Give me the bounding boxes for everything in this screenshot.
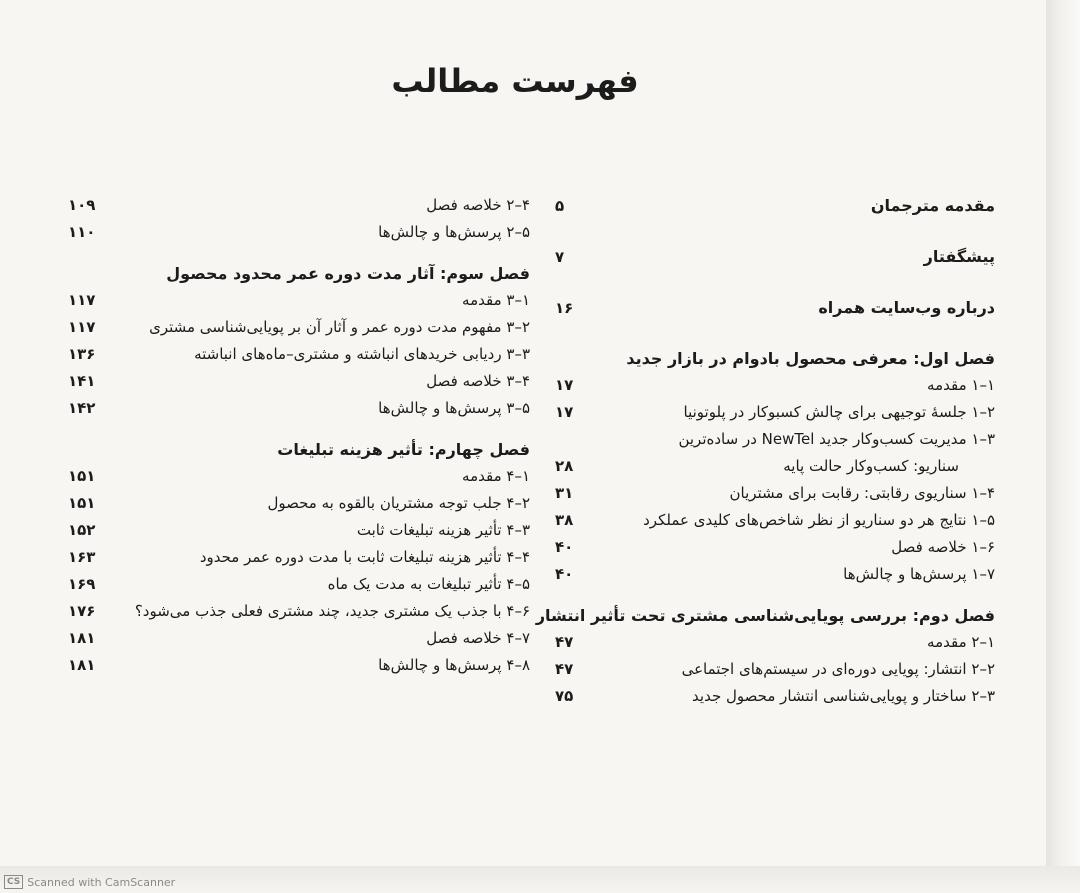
- toc-entry-title: ۸–۴ پرسش‌ها و چالش‌ها: [378, 656, 530, 674]
- toc-chapter-heading: [555, 247, 995, 274]
- toc-page-number: ۱۷۶: [68, 602, 96, 620]
- toc-page-number: ۱۱۷: [68, 318, 96, 336]
- toc-entry-title: ۵–۳ پرسش‌ها و چالش‌ها: [378, 399, 530, 417]
- toc-page-number: ۴۰: [555, 565, 574, 583]
- watermark-text: Scanned with CamScanner: [27, 875, 176, 889]
- toc-chapter-heading: [555, 349, 995, 376]
- camscanner-logo-icon: CS: [4, 875, 23, 889]
- toc-entry-title: ۲–۴ جلب توجه مشتریان بالقوه به محصول: [267, 494, 530, 512]
- toc-entry-title: ۳–۳ ردیابی خریدهای انباشته و مشتری–ماه‌های انباشته: [194, 345, 530, 363]
- toc-entry: [555, 511, 995, 538]
- toc-page-number: ۷۵: [555, 687, 574, 705]
- toc-page-number: ۲۸: [555, 457, 574, 475]
- toc-entry-title: ۲–۱ جلسهٔ توجیهی برای چالش کسبوکار در پلوتونیا: [683, 403, 995, 421]
- toc-entry-title: ۱–۳ مقدمه: [462, 291, 530, 309]
- toc-page-number: ۱۵۱: [68, 467, 96, 485]
- toc-page-number: ۴۰: [555, 538, 574, 556]
- spacer: [68, 426, 530, 440]
- toc-entry: [555, 565, 995, 592]
- toc-entry-title: ۱–۱ مقدمه: [927, 376, 995, 394]
- toc-entry-title: ۴–۲ خلاصه فصل: [426, 196, 530, 214]
- toc-entry-title: ۳–۴ تأثیر هزینه تبلیغات ثابت: [356, 521, 530, 539]
- toc-entry-title: ۴–۳ خلاصه فصل: [426, 372, 530, 390]
- toc-entry-title: فصل دوم: بررسی پویایی‌شناسی مشتری تحت تأثیر انتشار: [535, 606, 995, 625]
- spacer: [68, 250, 530, 264]
- toc-page-number: ۱۰۹: [68, 196, 96, 214]
- toc-page-number: ۱۷: [555, 403, 574, 421]
- toc-page-number: ۱۵۱: [68, 494, 96, 512]
- toc-entry-title: ۷–۴ خلاصه فصل: [426, 629, 530, 647]
- toc-entry-title: ۶–۱ خلاصه فصل: [891, 538, 995, 556]
- toc-entry: [68, 318, 530, 345]
- toc-page-number: ۱۷: [555, 376, 574, 394]
- spacer: [555, 325, 995, 349]
- toc-entry: [555, 457, 995, 484]
- toc-entry-title: ۱–۴ مقدمه: [462, 467, 530, 485]
- toc-entry-title: ۴–۴ تأثیر هزینه تبلیغات ثابت با مدت دوره عمر محدود: [199, 548, 530, 566]
- toc-page-number: ۱۶: [555, 299, 574, 317]
- toc-chapter-heading: [68, 440, 530, 467]
- toc-entry-title: ۳–۲ ساختار و پویایی‌شناسی انتشار محصول جدید: [692, 687, 995, 705]
- toc-entry: [68, 223, 530, 250]
- toc-entry-title: ۵–۴ تأثیر تبلیغات به مدت یک ماه: [327, 575, 530, 593]
- toc-entry-title: ۵–۲ پرسش‌ها و چالش‌ها: [378, 223, 530, 241]
- toc-entry: [68, 494, 530, 521]
- toc-entry: [68, 467, 530, 494]
- toc-entry: [68, 548, 530, 575]
- toc-chapter-heading: [535, 606, 995, 633]
- toc-entry: [68, 399, 530, 426]
- toc-chapter-heading: [555, 196, 995, 223]
- page-title: فهرست مطالب: [391, 62, 639, 100]
- toc-page-number: ۱۴۲: [68, 399, 96, 417]
- toc-entry: [555, 403, 995, 430]
- toc-entry: [68, 372, 530, 399]
- toc-entry-title: ۵–۱ نتایج هر دو سناریو از نظر شاخص‌های کلیدی عملکرد: [643, 511, 995, 529]
- toc-page-number: ۳۸: [555, 511, 574, 529]
- toc-entry-title: فصل چهارم: تأثیر هزینه تبلیغات: [277, 440, 530, 459]
- toc-page-number: ۴۷: [555, 660, 574, 678]
- toc-entry: [555, 430, 995, 457]
- toc-entry-title: ۲–۳ مفهوم مدت دوره عمر و آثار آن بر پویایی‌شناسی مشتری: [149, 318, 530, 336]
- toc-page-number: ۷: [555, 248, 565, 266]
- spacer: [555, 223, 995, 247]
- toc-entry: [68, 575, 530, 602]
- toc-entry-title: پیشگفتار: [923, 247, 995, 266]
- toc-entry-title: فصل سوم: آثار مدت دوره عمر محدود محصول: [166, 264, 530, 283]
- toc-entry: [68, 196, 530, 223]
- toc-chapter-heading: [555, 298, 995, 325]
- toc-entry: [68, 345, 530, 372]
- toc-entry-title: مقدمه مترجمان: [870, 196, 995, 215]
- toc-entry-title: ۲–۲ انتشار: پویایی دوره‌ای در سیستم‌های اجتماعی: [681, 660, 995, 678]
- toc-entry-title: فصل اول: معرفی محصول بادوام در بازار جدید: [626, 349, 995, 368]
- toc-entry: [555, 687, 995, 714]
- toc-entry-title: سناریو: کسب‌وکار حالت پایه: [783, 457, 959, 475]
- toc-page-number: ۱۵۲: [68, 521, 96, 539]
- toc-entry: [555, 538, 995, 565]
- spacer: [555, 592, 995, 606]
- toc-entry-title: ۳–۱ مدیریت کسب‌وکار جدید NewTel در ساده‌ترین: [678, 430, 995, 448]
- toc-entry-title: ۷–۱ پرسش‌ها و چالش‌ها: [843, 565, 995, 583]
- toc-entry: [555, 484, 995, 511]
- toc-page-number: ۱۶۳: [68, 548, 96, 566]
- toc-entry-title: ۱–۲ مقدمه: [927, 633, 995, 651]
- toc-page-number: ۵: [555, 197, 565, 215]
- toc-page-number: ۳۱: [555, 484, 574, 502]
- toc-left-column: [68, 196, 530, 683]
- toc-page-number: ۱۳۶: [68, 345, 96, 363]
- toc-page-number: ۱۴۱: [68, 372, 96, 390]
- toc-page-number: ۱۱۷: [68, 291, 96, 309]
- toc-entry: [68, 521, 530, 548]
- toc-entry: [68, 602, 530, 629]
- toc-page-number: ۱۸۱: [68, 656, 96, 674]
- toc-entry-title: درباره وب‌سایت همراه: [818, 298, 995, 317]
- page-edge-shadow: [1046, 0, 1080, 893]
- toc-page-number: ۴۷: [555, 633, 574, 651]
- toc-entry-title: ۴–۱ سناریوی رقابتی: رقابت برای مشتریان: [729, 484, 995, 502]
- toc-entry-title: ۶–۴ با جذب یک مشتری جدید، چند مشتری فعلی جذب می‌شود؟: [134, 602, 530, 620]
- toc-page-number: ۱۶۹: [68, 575, 96, 593]
- toc-entry: [68, 629, 530, 656]
- spacer: [555, 274, 995, 298]
- toc-entry: [555, 660, 995, 687]
- toc-page-number: ۱۸۱: [68, 629, 96, 647]
- scanner-watermark: [4, 875, 175, 889]
- toc-entry: [555, 376, 995, 403]
- toc-right-column: [535, 196, 995, 714]
- toc-chapter-heading: [68, 264, 530, 291]
- toc-entry: [68, 656, 530, 683]
- toc-entry: [68, 291, 530, 318]
- toc-page-number: ۱۱۰: [68, 223, 96, 241]
- toc-entry: [555, 633, 995, 660]
